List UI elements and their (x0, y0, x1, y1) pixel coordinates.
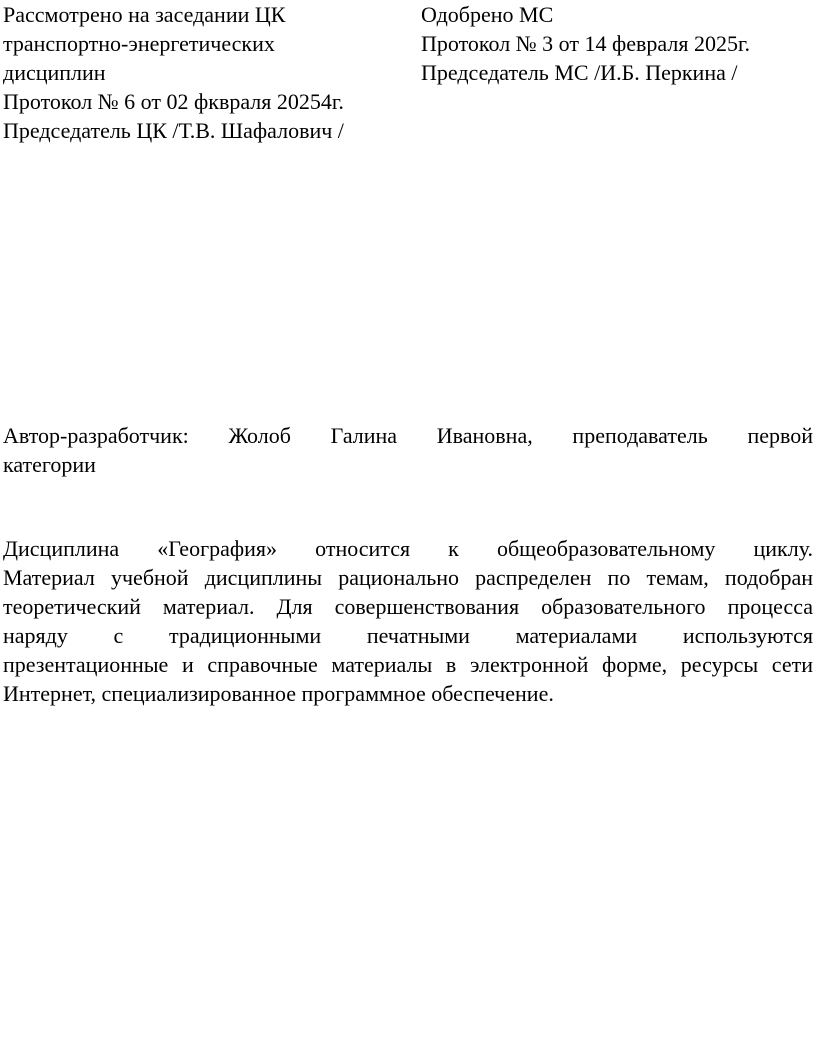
right-approval-protocol: Протокол № 3 от 14 февраля 2025г. (421, 31, 751, 56)
description-line: теоретический материал. Для совершенствования образовательного процесса (3, 594, 813, 619)
author-line: Автор-разработчик: Жолоб Галина Ивановна, преподаватель первой (3, 423, 813, 448)
right-approval-title: Одобрено МС (421, 2, 554, 27)
left-approval-protocol: Протокол № 6 от 02 фквраля 20254г. (3, 89, 344, 114)
author-line: категории (3, 452, 96, 477)
description-line: Дисциплина «География» относится к общеобразовательному циклу. (3, 536, 813, 561)
left-approval-title: Рассмотрено на заседании ЦК (3, 2, 286, 27)
left-approval-committee-line-2: дисциплин (3, 60, 106, 85)
left-approval-chairman: Председатель ЦК /Т.В. Шафалович / (3, 118, 344, 143)
right-approval-block (421, 0, 816, 87)
author-paragraph (3, 421, 813, 479)
description-line: наряду с традиционными печатными материалами используются (3, 623, 813, 648)
right-approval-chairman: Председатель МС /И.Б. Перкина / (421, 60, 738, 85)
description-line: презентационные и справочные материалы в электронной форме, ресурсы сети (3, 652, 813, 677)
description-paragraph (3, 534, 813, 708)
description-line: Интернет, специализированное программное обеспечение. (3, 681, 554, 706)
description-line: Материал учебной дисциплины рационально распределен по темам, подобран (3, 565, 813, 590)
left-approval-committee-line: транспортно-энергетических (3, 31, 275, 56)
left-approval-block (3, 0, 403, 145)
